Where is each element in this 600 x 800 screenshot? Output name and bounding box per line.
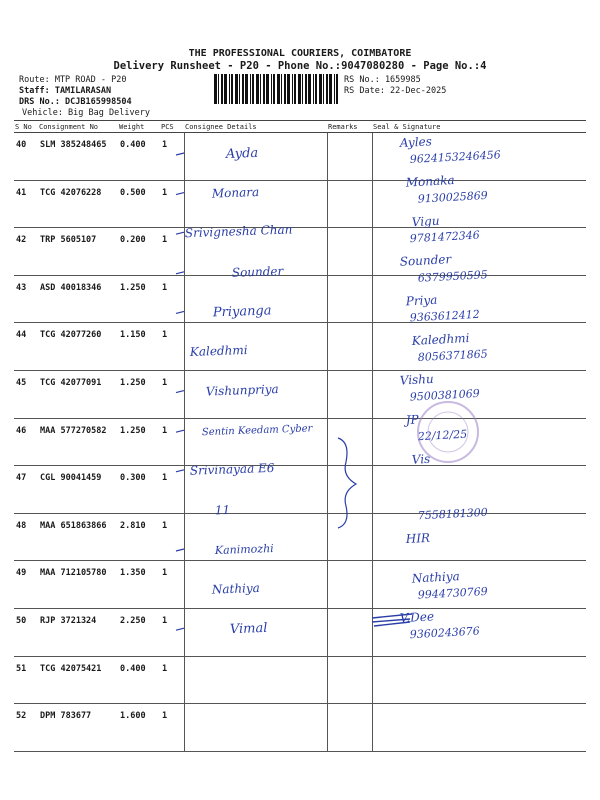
row-consignment: TCG 42077260 bbox=[38, 323, 118, 371]
rs-date: RS Date: 22-Dec-2025 bbox=[344, 86, 447, 96]
row-consignment: TRP 5605107 bbox=[38, 228, 118, 276]
row-remarks-cell bbox=[327, 561, 372, 609]
row-consignment: MAA 712105780 bbox=[38, 561, 118, 609]
table-row bbox=[14, 561, 586, 609]
consignee-handwriting: Sounder bbox=[231, 264, 284, 280]
vehicle-label: Vehicle: Big Bag Delivery bbox=[22, 108, 150, 118]
row-pcs: 1 bbox=[160, 133, 184, 181]
row-seal-cell bbox=[372, 608, 586, 656]
row-consignee-cell bbox=[184, 370, 327, 418]
seal-signature: V.Dee bbox=[399, 609, 435, 626]
row-consignee-cell bbox=[184, 418, 327, 466]
row-remarks-cell bbox=[327, 228, 372, 276]
row-sno: 46 bbox=[14, 418, 38, 466]
row-seal-cell bbox=[372, 275, 586, 323]
row-seal-cell bbox=[372, 133, 586, 181]
seal-phone-number: 9360243676 bbox=[409, 624, 481, 642]
row-sno: 44 bbox=[14, 323, 38, 371]
row-remarks-cell bbox=[327, 418, 372, 466]
table-row bbox=[14, 370, 586, 418]
row-pcs: 1 bbox=[160, 513, 184, 561]
row-remarks-cell bbox=[327, 608, 372, 656]
row-remarks-cell bbox=[327, 513, 372, 561]
runsheet-table bbox=[14, 120, 586, 752]
col-weight: Weight bbox=[118, 121, 160, 133]
row-consignee-cell bbox=[184, 275, 327, 323]
row-sno: 49 bbox=[14, 561, 38, 609]
row-sno: 40 bbox=[14, 133, 38, 181]
seal-signature: Kaledhmi bbox=[411, 330, 470, 348]
seal-signature: Priya bbox=[405, 292, 438, 309]
col-consignee: Consignee Details bbox=[184, 121, 327, 133]
table-row bbox=[14, 418, 586, 466]
row-consignee-cell bbox=[184, 133, 327, 181]
row-seal-cell bbox=[372, 370, 586, 418]
table-row bbox=[14, 704, 586, 752]
runsheet-subtitle: Delivery Runsheet - P20 - Phone No.:9047080280 - Page No.:4 bbox=[113, 60, 487, 72]
row-sno: 41 bbox=[14, 180, 38, 228]
row-weight: 1.250 bbox=[118, 370, 160, 418]
table-header-row bbox=[14, 121, 586, 133]
row-consignment: ASD 40018346 bbox=[38, 275, 118, 323]
row-weight: 1.150 bbox=[118, 323, 160, 371]
runsheet-title: THE PROFESSIONAL COURIERS, COIMBATORE bbox=[188, 48, 412, 59]
consignee-handwriting: Nathiya bbox=[211, 580, 261, 597]
row-seal-cell bbox=[372, 513, 586, 561]
row-pcs: 1 bbox=[160, 275, 184, 323]
col-sno: S No bbox=[14, 121, 38, 133]
row-pcs: 1 bbox=[160, 466, 184, 514]
row-weight: 2.250 bbox=[118, 608, 160, 656]
route-label: Route: MTP ROAD - P20 bbox=[19, 75, 127, 85]
row-weight: 1.250 bbox=[118, 418, 160, 466]
seal-phone-number: 9944730769 bbox=[417, 584, 489, 602]
row-remarks-cell bbox=[327, 656, 372, 704]
row-weight: 1.250 bbox=[118, 275, 160, 323]
row-seal-cell bbox=[372, 228, 586, 276]
row-consignee-cell bbox=[184, 466, 327, 514]
col-seal: Seal & Signature bbox=[372, 121, 586, 133]
row-consignment: TCG 42076228 bbox=[38, 180, 118, 228]
table-row bbox=[14, 133, 586, 181]
row-consignee-cell bbox=[184, 704, 327, 752]
row-consignment: MAA 651863866 bbox=[38, 513, 118, 561]
col-pcs: PCS bbox=[160, 121, 184, 133]
consignee-handwriting: Kanimozhi bbox=[214, 541, 274, 557]
row-sno: 45 bbox=[14, 370, 38, 418]
seal-signature: HIR bbox=[405, 530, 431, 546]
row-remarks-cell bbox=[327, 275, 372, 323]
row-consignment: TCG 42075421 bbox=[38, 656, 118, 704]
row-remarks-cell bbox=[327, 466, 372, 514]
table-row bbox=[14, 275, 586, 323]
seal-signature: Vishu bbox=[399, 371, 435, 388]
row-pcs: 1 bbox=[160, 370, 184, 418]
row-seal-cell bbox=[372, 418, 586, 466]
consignee-handwriting: Vimal bbox=[229, 620, 268, 638]
consignee-handwriting: Kaledhmi bbox=[189, 342, 248, 359]
seal-phone-number: 8056371865 bbox=[417, 347, 489, 364]
consignee-handwriting: Sentin Keedam Cyber bbox=[201, 423, 313, 439]
row-sno: 52 bbox=[14, 704, 38, 752]
row-seal-cell bbox=[372, 656, 586, 704]
row-weight: 0.400 bbox=[118, 133, 160, 181]
consignee-handwriting: Priyanga bbox=[212, 303, 272, 321]
row-remarks-cell bbox=[327, 323, 372, 371]
row-consignment: SLM 385248465 bbox=[38, 133, 118, 181]
row-seal-cell bbox=[372, 323, 586, 371]
seal-phone-number: 9624153246456 bbox=[409, 148, 502, 166]
seal-signature: Monaka bbox=[405, 173, 455, 190]
consignee-handwriting: Srivignesha Chan bbox=[184, 222, 293, 241]
seal-phone-number: 9363612412 bbox=[409, 307, 481, 325]
row-weight: 0.300 bbox=[118, 466, 160, 514]
row-seal-cell bbox=[372, 466, 586, 514]
col-remarks: Remarks bbox=[327, 121, 372, 133]
consignee-handwriting: Ayda bbox=[225, 145, 259, 162]
staff-label: Staff: TAMILARASAN bbox=[19, 86, 112, 96]
row-pcs: 1 bbox=[160, 418, 184, 466]
rs-number: RS No.: 1659985 bbox=[344, 75, 421, 85]
row-seal-cell bbox=[372, 180, 586, 228]
row-consignee-cell bbox=[184, 561, 327, 609]
row-pcs: 1 bbox=[160, 323, 184, 371]
row-sno: 42 bbox=[14, 228, 38, 276]
row-consignment: CGL 90041459 bbox=[38, 466, 118, 514]
seal-signature: Nathiya bbox=[411, 569, 461, 586]
seal-signature: JP bbox=[405, 412, 420, 428]
seal-phone-number: 9130025869 bbox=[417, 188, 489, 206]
table-row bbox=[14, 608, 586, 656]
row-consignment: RJP 3721324 bbox=[38, 608, 118, 656]
row-consignee-cell bbox=[184, 656, 327, 704]
seal-phone-number: 7558181300 bbox=[417, 505, 489, 523]
table-row bbox=[14, 180, 586, 228]
row-weight: 1.600 bbox=[118, 704, 160, 752]
row-weight: 0.400 bbox=[118, 656, 160, 704]
row-consignment: DPM 783677 bbox=[38, 704, 118, 752]
consignee-handwriting: Srivinayaa E6 bbox=[189, 460, 275, 478]
row-pcs: 1 bbox=[160, 561, 184, 609]
seal-phone-number: 9500381069 bbox=[409, 386, 481, 404]
row-pcs: 1 bbox=[160, 228, 184, 276]
drs-number: DRS No.: DCJB165998504 bbox=[19, 97, 132, 107]
consignee-handwriting: 11 bbox=[214, 502, 231, 518]
seal-signature: Vis bbox=[411, 451, 431, 467]
seal-signature: Vigu bbox=[411, 213, 440, 230]
row-weight: 0.500 bbox=[118, 180, 160, 228]
row-pcs: 1 bbox=[160, 608, 184, 656]
row-pcs: 1 bbox=[160, 704, 184, 752]
col-consignment: Consignment No bbox=[38, 121, 118, 133]
table-row bbox=[14, 466, 586, 514]
row-consignment: MAA 577270582 bbox=[38, 418, 118, 466]
table-row bbox=[14, 323, 586, 371]
table-row bbox=[14, 513, 586, 561]
seal-phone-number: 6379950595 bbox=[417, 268, 489, 285]
row-consignee-cell bbox=[184, 228, 327, 276]
row-pcs: 1 bbox=[160, 656, 184, 704]
row-sno: 51 bbox=[14, 656, 38, 704]
row-remarks-cell bbox=[327, 133, 372, 181]
barcode-image bbox=[214, 74, 340, 104]
row-consignment: TCG 42077091 bbox=[38, 370, 118, 418]
table-row bbox=[14, 656, 586, 704]
consignee-handwriting: Monara bbox=[211, 184, 260, 201]
row-consignee-cell bbox=[184, 608, 327, 656]
seal-signature: Sounder bbox=[399, 252, 452, 269]
row-pcs: 1 bbox=[160, 180, 184, 228]
row-weight: 1.350 bbox=[118, 561, 160, 609]
seal-phone-number: 9781472346 bbox=[409, 228, 481, 246]
seal-signature: Ayles bbox=[399, 134, 433, 150]
consignee-handwriting: Vishunpriya bbox=[205, 382, 279, 399]
seal-phone-number: 22/12/25 bbox=[417, 427, 468, 444]
row-sno: 47 bbox=[14, 466, 38, 514]
row-sno: 50 bbox=[14, 608, 38, 656]
table-row bbox=[14, 228, 586, 276]
row-sno: 48 bbox=[14, 513, 38, 561]
row-weight: 2.810 bbox=[118, 513, 160, 561]
row-remarks-cell bbox=[327, 370, 372, 418]
row-consignee-cell bbox=[184, 513, 327, 561]
row-seal-cell bbox=[372, 704, 586, 752]
row-consignee-cell bbox=[184, 180, 327, 228]
row-remarks-cell bbox=[327, 704, 372, 752]
row-weight: 0.200 bbox=[118, 228, 160, 276]
row-remarks-cell bbox=[327, 180, 372, 228]
row-consignee-cell bbox=[184, 323, 327, 371]
row-sno: 43 bbox=[14, 275, 38, 323]
row-seal-cell bbox=[372, 561, 586, 609]
